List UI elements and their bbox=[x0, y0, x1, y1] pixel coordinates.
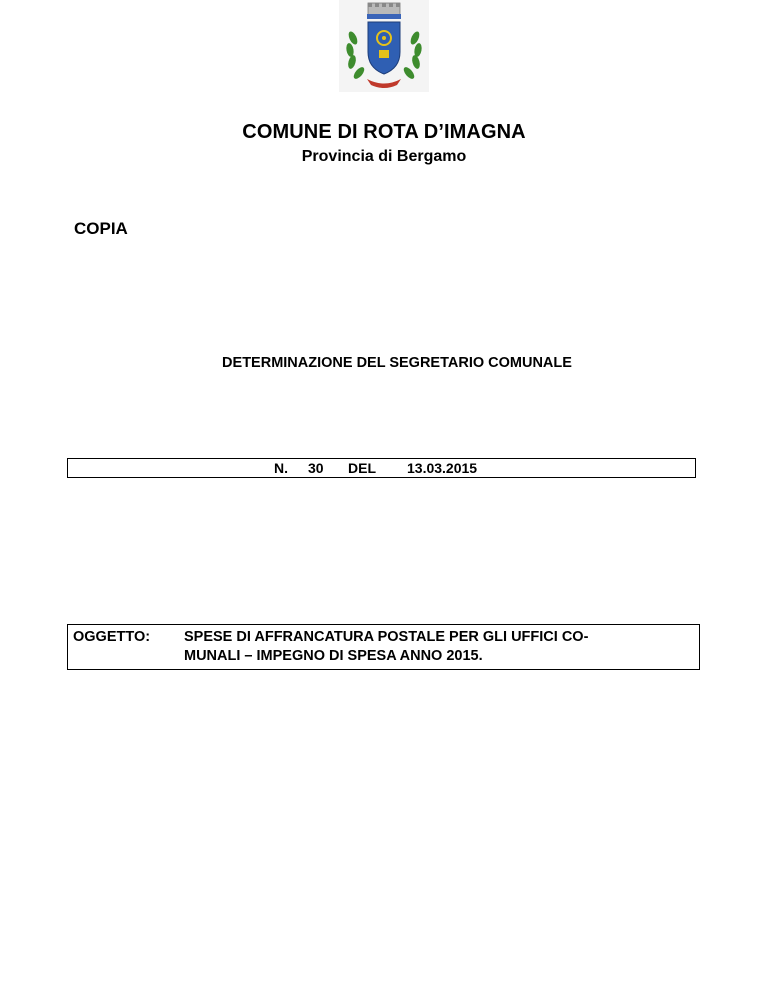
municipality-title: COMUNE DI ROTA D’IMAGNA bbox=[242, 121, 526, 143]
copy-label: COPIA bbox=[74, 219, 128, 238]
crown-icon bbox=[367, 3, 401, 19]
subject-line-1: SPESE DI AFFRANCATURA POSTALE PER GLI UFFICI CO- bbox=[184, 629, 589, 645]
document-number: 30 bbox=[308, 460, 324, 476]
coat-of-arms-icon bbox=[339, 0, 429, 92]
shield-icon bbox=[368, 22, 400, 74]
number-prefix: N. bbox=[274, 460, 288, 476]
document-type: DETERMINAZIONE DEL SEGRETARIO COMUNALE bbox=[222, 355, 572, 371]
subject-box bbox=[67, 624, 700, 670]
province-subtitle: Provincia di Bergamo bbox=[301, 148, 467, 165]
document-date: 13.03.2015 bbox=[407, 460, 478, 476]
subject-label: OGGETTO: bbox=[73, 629, 151, 645]
subject-line-2: MUNALI – IMPEGNO DI SPESA ANNO 2015. bbox=[184, 648, 483, 664]
date-prefix: DEL bbox=[348, 460, 376, 476]
number-box bbox=[67, 458, 696, 478]
